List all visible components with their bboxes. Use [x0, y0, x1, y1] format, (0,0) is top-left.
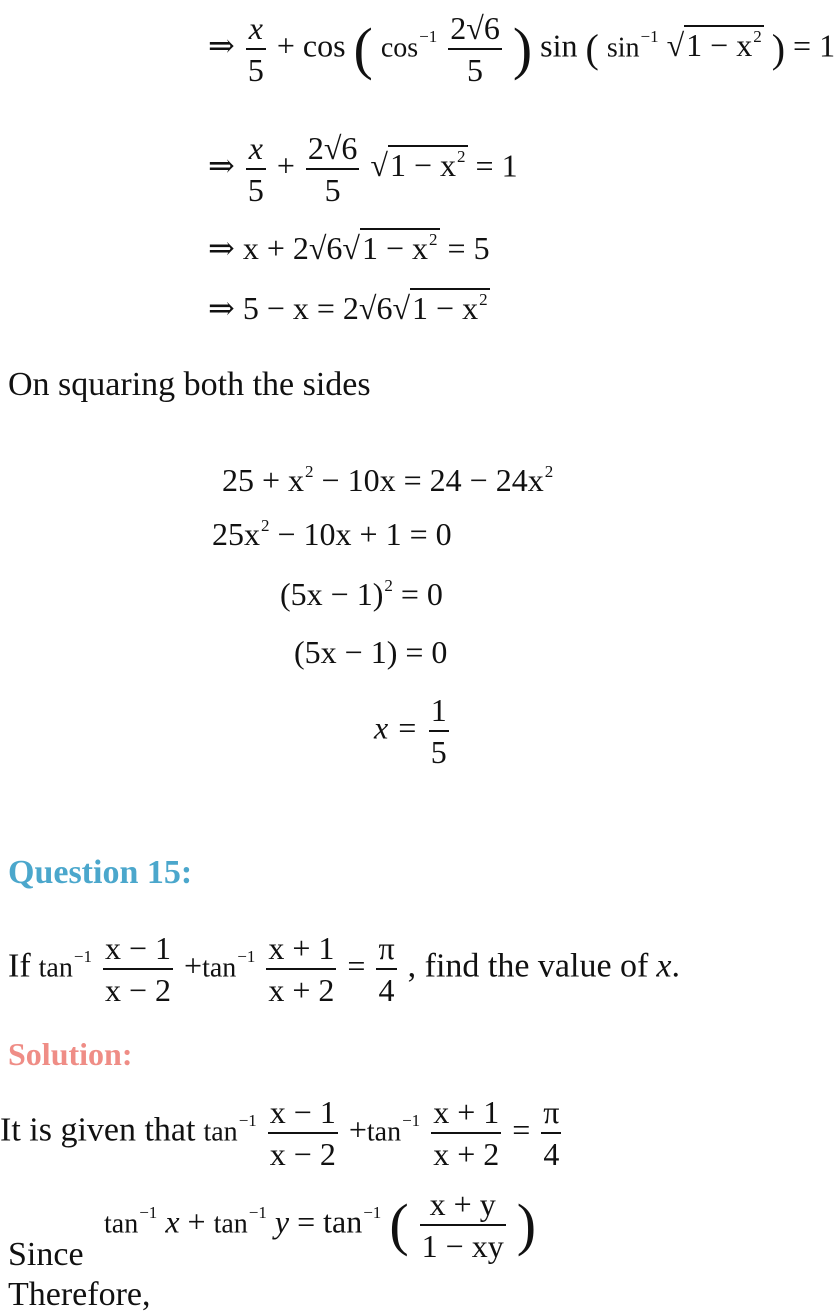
therefore-text: Therefore,	[8, 1276, 151, 1313]
step-line-3: ⇒ $x + 2√6√1 - x^2 = 5$	[208, 230, 490, 266]
equation-3: $(5x - 1)^2 = 0$	[280, 576, 443, 612]
question-statement: If $\tan^{-1}$ $\frac{x - 1}{x - 2}$ $+\tan^{-1}$ $\frac{x + 1}{x + 2}$ = $\frac{\pi}{4}$ , find the value of x.	[8, 930, 680, 1008]
fraction-2root6-over-5: $\frac{2√6}{5}$	[450, 10, 500, 88]
equation-2: $25x^2 - 10x + 1 = 0$	[212, 516, 452, 552]
step-line-1: ⇒ $\frac{x}{5}$ + cos ( $\cos^{-1}$ $\frac{2√6}{5}$ ) sin ( $\sin^{-1} √1 - x^2$ ) = 1	[208, 10, 835, 88]
question-heading: Question 15:	[8, 854, 193, 891]
fraction-x-over-5: $\frac{x}{5}$	[247, 10, 264, 88]
squaring-text: On squaring both the sides	[8, 366, 371, 403]
equation-5: x = $\frac{1}{5}$	[374, 692, 447, 770]
equation-4: (5x − 1) = 0	[294, 634, 448, 670]
solution-given: It is given that $\tan^{-1}$ $\frac{x - 1}{x - 2}$ $+\tan^{-1}$ $\frac{x + 1}{x + 2}$ = $\frac{\pi}{4}$	[0, 1094, 560, 1172]
right-paren: )	[512, 16, 533, 81]
step-line-4: ⇒ $5 - x = 2√6√1 - x^2$	[208, 290, 488, 326]
sqrt-1-minus-x2: $√1 - x^2$	[666, 27, 762, 64]
implies-symbol: ⇒	[208, 27, 235, 64]
solution-heading: Solution:	[8, 1036, 133, 1072]
left-paren: (	[353, 16, 373, 81]
since-text: Since	[8, 1236, 84, 1273]
step-line-2: ⇒ $\frac{x}{5}$ + $\frac{2√6}{5}$ $√1 - x^2 = 1$	[208, 130, 518, 208]
equation-1: $25 + x^2 - 10x = 24 - 24x^2$	[222, 462, 554, 498]
identity-formula: $\tan^{-1} x + \tan^{-1} y = \tan^{-1}$ ( $\frac{x + y}{1 - xy}$ )	[104, 1186, 537, 1264]
